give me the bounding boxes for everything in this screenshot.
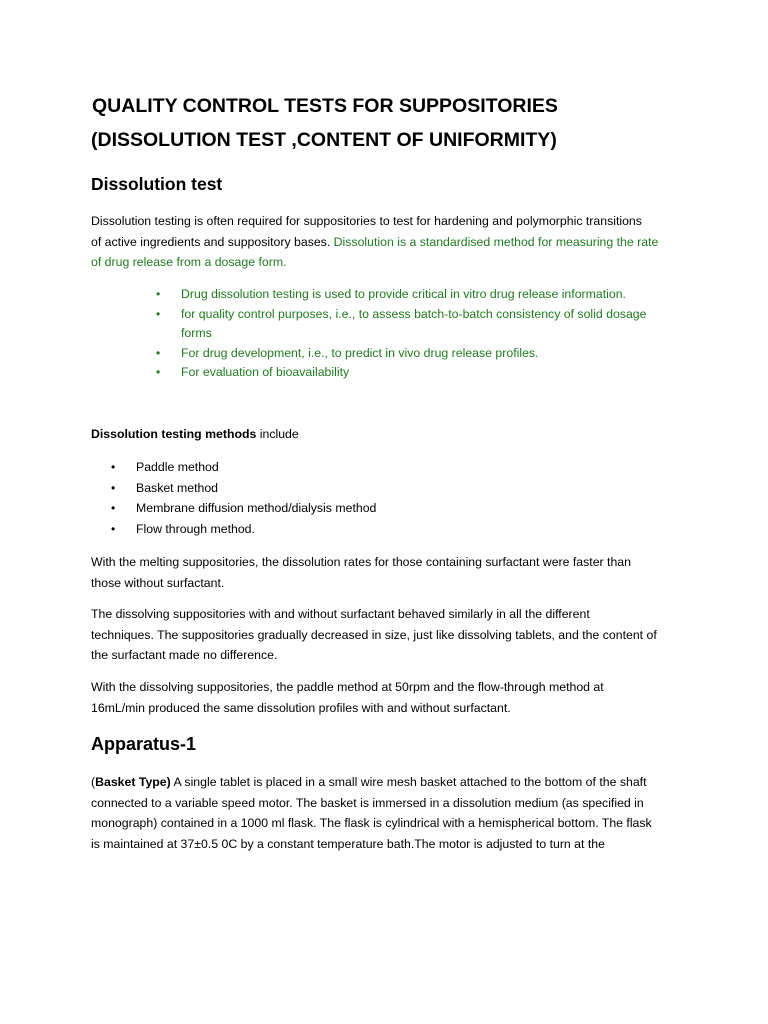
intro-line-2-text: of active ingredients and suppository bases. bbox=[91, 234, 334, 249]
dissolving-paragraph bbox=[91, 604, 681, 666]
list-item bbox=[111, 478, 376, 499]
bullet-icon: • bbox=[156, 345, 161, 360]
methods-intro-line bbox=[91, 424, 681, 445]
section-heading-dissolution-test: Dissolution test bbox=[91, 174, 223, 194]
list-item bbox=[156, 363, 646, 383]
bullet-icon: • bbox=[156, 306, 161, 321]
list-item-text: Flow through method. bbox=[136, 521, 255, 536]
document-title-line-2: (DISSOLUTION TEST ,CONTENT OF UNIFORMITY) bbox=[91, 129, 557, 151]
methods-intro-bold: Dissolution testing methods bbox=[91, 427, 257, 441]
dissolving-line-3: the surfactant made no difference. bbox=[91, 648, 278, 662]
list-item-text: Basket method bbox=[136, 480, 219, 495]
list-item bbox=[111, 498, 377, 519]
apparatus-line-2: connected to a variable speed motor. The basket is immersed in a dissolution medium (as specified in bbox=[91, 795, 644, 810]
paddle-paragraph bbox=[91, 677, 681, 718]
list-item-text: Paddle method bbox=[136, 460, 219, 474]
dissolving-line-2: techniques. The suppositories gradually decreased in size, just like dissolving tablets, and the content of bbox=[91, 627, 657, 642]
bullet-icon: • bbox=[111, 521, 116, 536]
bullet-icon: • bbox=[111, 501, 116, 515]
list-item-text: Membrane diffusion method/dialysis method bbox=[136, 501, 377, 515]
methods-intro-rest: include bbox=[256, 427, 299, 441]
dissolving-line-1: The dissolving suppositories with and without surfactant behaved similarly in all the different bbox=[91, 607, 590, 621]
list-item-text: For drug development, i.e., to predict in vivo drug release profiles. bbox=[181, 345, 539, 360]
melting-line-2: those without surfactant. bbox=[91, 575, 225, 590]
methods-intro bbox=[91, 424, 681, 445]
document-title-line-1: QUALITY CONTROL TESTS FOR SUPPOSITORIES bbox=[92, 95, 558, 117]
bullet-icon: • bbox=[156, 365, 161, 379]
list-item bbox=[111, 519, 376, 540]
apparatus-paragraph bbox=[91, 772, 681, 854]
list-item-text: Drug dissolution testing is used to provide critical in vitro drug release information. bbox=[181, 287, 626, 301]
intro-line-2-highlight: Dissolution is a standardised method for measuring the rate bbox=[333, 234, 659, 249]
intro-line-2 bbox=[91, 232, 681, 253]
list-item bbox=[156, 305, 647, 325]
bullet-icon: • bbox=[156, 287, 161, 301]
list-item bbox=[156, 285, 646, 305]
intro-line-1: Dissolution testing is often required for suppositories to test for hardening and polymorphic transitions bbox=[91, 214, 642, 228]
apparatus-line-3: monograph) contained in a 1000 ml flask. The flask is cylindrical with a hemispherical bottom. The flask bbox=[91, 816, 652, 830]
apparatus-type-label: Basket Type) bbox=[95, 775, 171, 789]
list-item-text: forms bbox=[181, 326, 212, 340]
melting-paragraph bbox=[91, 552, 681, 593]
list-item-text: For evaluation of bioavailability bbox=[181, 365, 350, 379]
apparatus-line-1 bbox=[91, 772, 681, 793]
list-item-text: for quality control purposes, i.e., to assess batch-to-batch consistency of solid dosage bbox=[181, 306, 647, 321]
apparatus-line-1-open: ( bbox=[91, 775, 96, 789]
paddle-line-2: 16mL/min produced the same dissolution profiles with and without surfactant. bbox=[91, 700, 511, 715]
list-item bbox=[111, 457, 376, 478]
bullet-icon: • bbox=[111, 480, 116, 495]
apparatus-line-4: is maintained at 37±0.5 0C by a constant temperature bath.The motor is adjusted to turn at the bbox=[91, 836, 605, 851]
intro-paragraph bbox=[91, 211, 681, 273]
section-heading-apparatus: Apparatus-1 bbox=[91, 734, 197, 754]
list-item-continuation bbox=[181, 324, 646, 344]
paddle-line-1: With the dissolving suppositories, the paddle method at 50rpm and the flow-through method at bbox=[91, 680, 604, 694]
apparatus-line-1-rest: A single tablet is placed in a small wire mesh basket attached to the bottom of the shaft bbox=[170, 775, 647, 789]
list-item bbox=[156, 344, 646, 364]
bullet-icon: • bbox=[111, 460, 116, 474]
intro-line-3-highlight: of drug release from a dosage form. bbox=[91, 255, 287, 269]
methods-list bbox=[111, 457, 377, 539]
melting-line-1: With the melting suppositories, the dissolution rates for those containing surfactant were faster than bbox=[91, 555, 631, 569]
dissolution-uses-list bbox=[156, 285, 647, 383]
